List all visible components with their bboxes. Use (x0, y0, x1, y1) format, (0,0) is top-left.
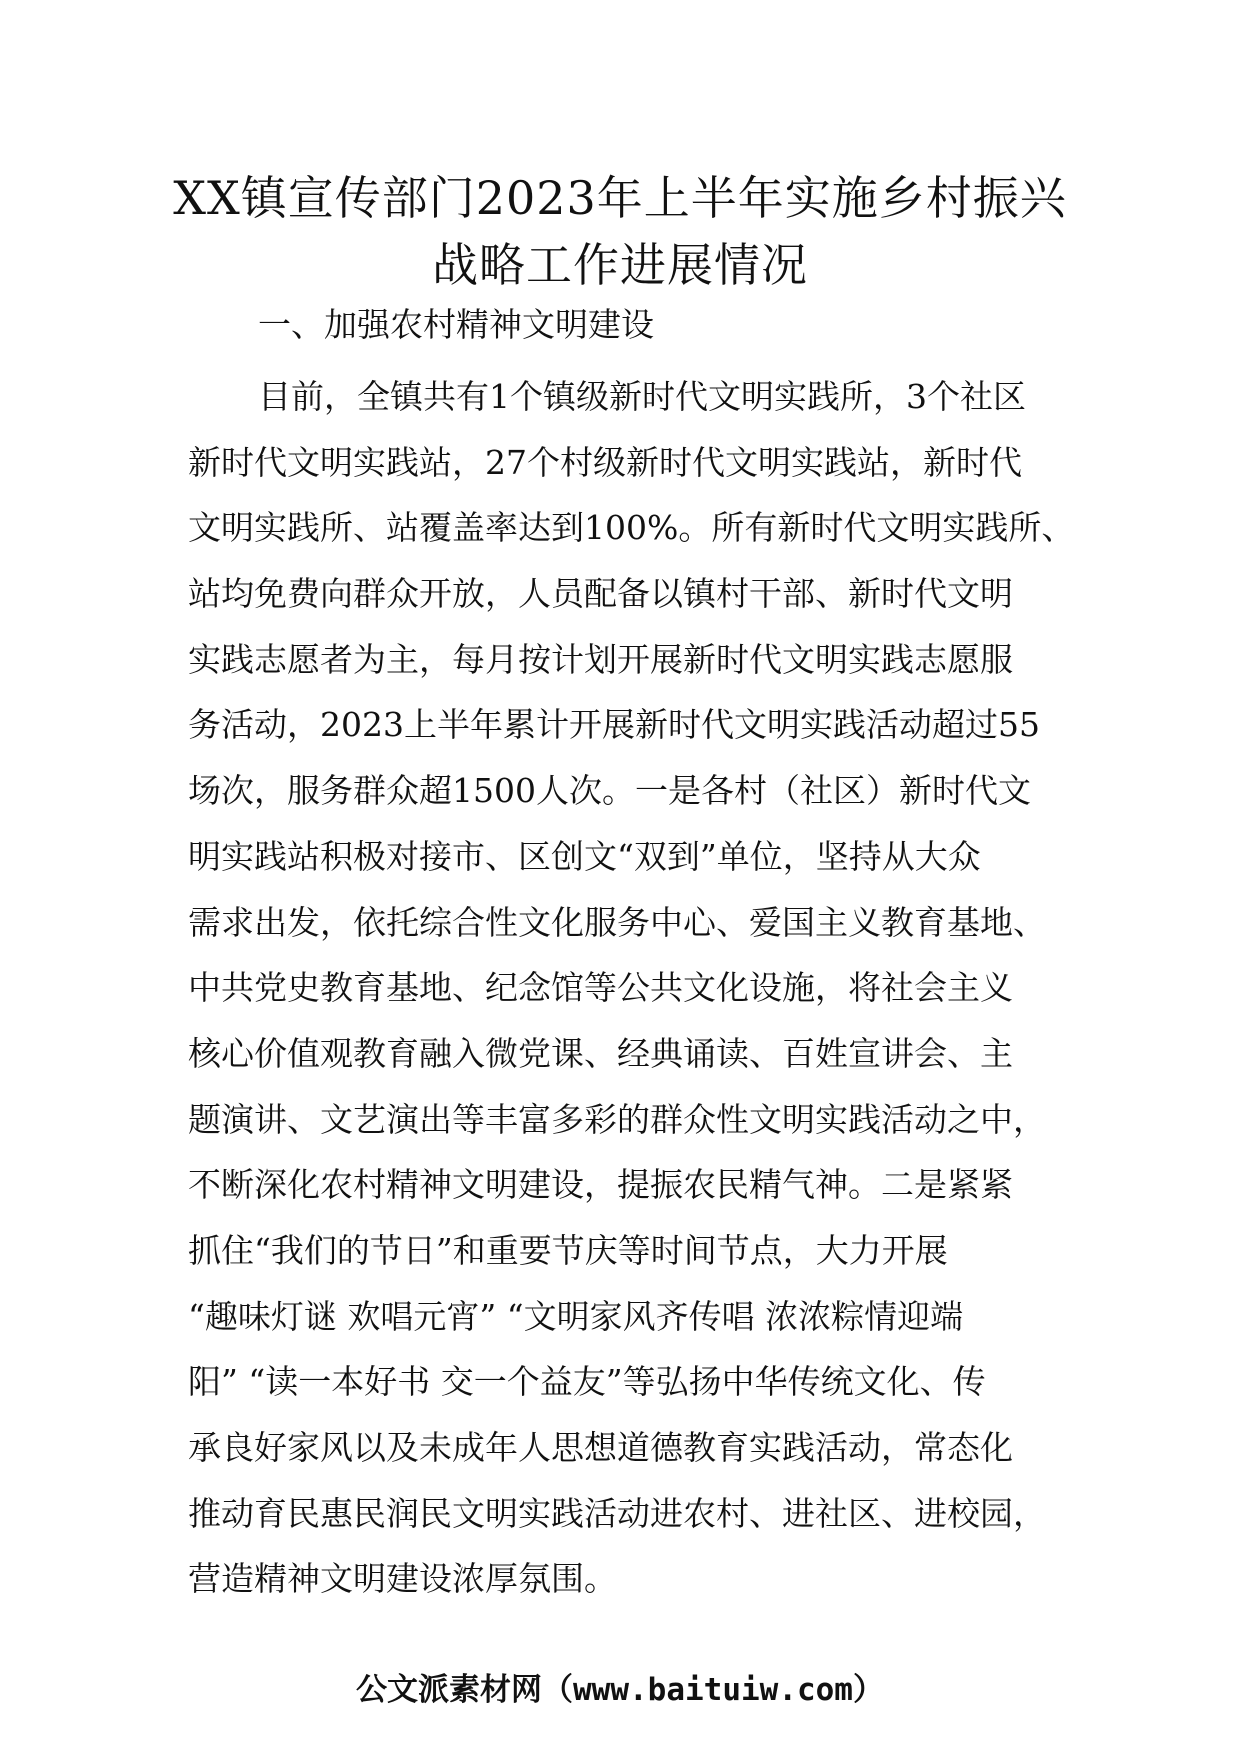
paragraph-line: 新时代文明实践站，27个村级新时代文明实践站，新时代 (188, 442, 1022, 482)
paragraph-line: 不断深化农村精神文明建设，提振农民精气神。二是紧紧 (188, 1165, 1013, 1205)
source-footer: 公文派素材网（www.baituiw.com） (356, 1672, 884, 1708)
body-paragraph (188, 364, 1075, 1612)
document-title-line-1: XX镇宣传部门2023年上半年实施乡村振兴 (173, 171, 1067, 225)
paragraph-line: 抓住“我们的节日”和重要节庆等时间节点，大力开展 (188, 1230, 948, 1270)
paragraph-line: 目前，全镇共有1个镇级新时代文明实践所，3个社区 (258, 377, 1026, 416)
paragraph-line: 推动育民惠民润民文明实践活动进农村、进社区、进校园， (188, 1493, 1046, 1533)
paragraph-line: 阳” “读一本好书 交一个益友”等弘扬中华传统文化、传 (188, 1362, 986, 1402)
paragraph-line: 承良好家风以及未成年人思想道德教育实践活动，常态化 (188, 1428, 1013, 1467)
paragraph-line: 文明实践所、站覆盖率达到100%。所有新时代文明实践所、 (188, 508, 1075, 548)
document-title-line-2: 战略工作进展情况 (432, 238, 808, 292)
paragraph-line: “趣味灯谜 欢唱元宵” “文明家风齐传唱 浓浓粽情迎端 (188, 1296, 964, 1336)
paragraph-line: 站均免费向群众开放，人员配备以镇村干部、新时代文明 (188, 574, 1013, 614)
paragraph-line: 明实践站积极对接市、区创文“双到”单位，坚持从大众 (188, 836, 981, 876)
paragraph-line: 营造精神文明建设浓厚氛围。 (188, 1559, 617, 1599)
paragraph-line: 场次，服务群众超1500人次。一是各村（社区）新时代文 (188, 771, 1031, 811)
paragraph-line: 题演讲、文艺演出等丰富多彩的群众性文明实践活动之中， (188, 1099, 1046, 1139)
paragraph-line: 需求出发，依托综合性文化服务中心、爱国主义教育基地、 (188, 902, 1046, 942)
paragraph-line: 务活动，2023上半年累计开展新时代文明实践活动超过55 (188, 705, 1040, 745)
paragraph-line: 中共党史教育基地、纪念馆等公共文化设施，将社会主义 (188, 968, 1013, 1008)
paragraph-line: 核心价值观教育融入微党课、经典诵读、百姓宣讲会、主 (188, 1033, 1013, 1073)
section-heading: 一、加强农村精神文明建设 (258, 305, 654, 344)
paragraph-line: 实践志愿者为主，每月按计划开展新时代文明实践志愿服 (188, 639, 1013, 679)
